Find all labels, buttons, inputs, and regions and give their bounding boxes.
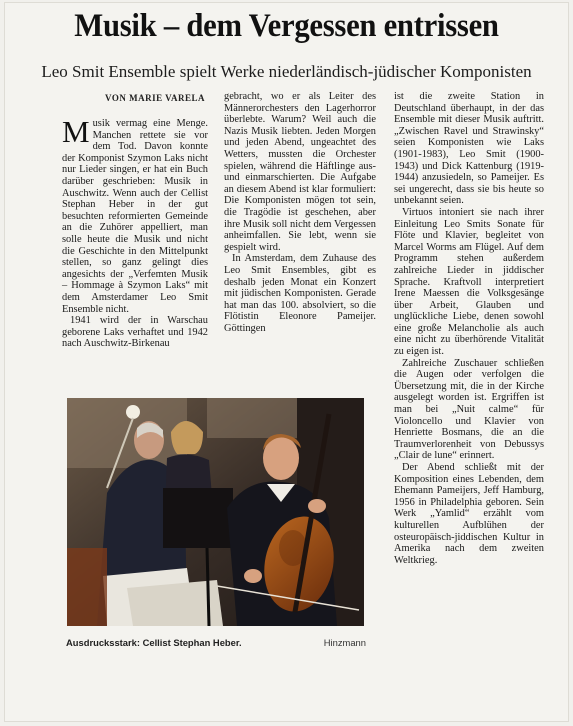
- paragraph: Der Abend schließt mit der Komposition eines Lebenden, dem Ehemann Pameijers, Jeff Hamburg, 1956 in Philadelphia geboren. Sein Werk „Yamlid“ erzählt vom kulturellen Aufblühen der osteuropäisch-jiddischen Kultur in Amerika nach dem zweiten Weltkrieg.: [394, 462, 544, 566]
- article-subheadline: Leo Smit Ensemble spielt Werke niederländisch-jüdischer Komponisten: [41, 62, 532, 81]
- article-column-1: [62, 114, 208, 350]
- paragraph: In Amsterdam, dem Zuhause des Leo Smit Ensembles, gibt es deshalb jeden Monat ein Konzert mit jüdischen Komponisten. Gerade hat man das 100. absolviert, so die Flötistin Eleonore Pameijer. Göttingen: [224, 253, 376, 334]
- paragraph: Musik vermag eine Menge. Manchen rettete sie vor dem Tod. Davon konnte der Komponist Szymon Laks nicht nur Lieder singen, er hat ein Buch darüber geschrieben: Musik in Auschwitz. Wenn auch der Cellist Stephan Heber in der gut besuchten reformierten Gemeinde an die Zuhörer appelliert, man solle heute die Musik und nicht die Geschichte in den Mittelpunkt stellen, so ganz gelingt dies angesichts der „Verfemten Musik – Hommage à Szymon Laks“ mit dem Amsterdamer Leo Smit Ensemble nicht.: [62, 114, 208, 315]
- concert-photo: [67, 398, 364, 626]
- paragraph: Virtuos intoniert sie nach ihrer Einleitung Leo Smits Sonate für Flöte und Klavier, begleitet von Marcel Worms am Flügel. Auf dem Programm stehen außerdem zahlreiche Lieder in jiddischer Sprache. Kraftvoll interpretiert Irene Maessen die Volksgesänge über Arbeit, Glauben und unglückliche Liebe, denen sowohl eine große Melancholie als auch eine nicht zu überhörende Vitalität zu eigen ist.: [394, 206, 544, 358]
- article-column-2: [224, 91, 376, 334]
- paragraph: gebracht, wo er als Leiter des Männerorchesters den Lagerhorror überlebte. Warum? Weil auch die Nazis Musik liebten. Jeden Morgen und jeden Abend, ungeachtet des Wetters, mussten die Orchester spielen, während die Häftlinge aus- und einmarschierten. Die Aufgabe an diesem Abend ist klar formuliert: Die Komponisten mögen tot sein, die Tragödie ist geschehen, aber ihre Musik soll nicht dem Vergessen anheimfallen. Sie lebt, wenn sie gespielt wird.: [224, 91, 376, 253]
- caption-text: Ausdrucksstark: Cellist Stephan Heber.: [66, 637, 242, 648]
- paragraph: Zahlreiche Zuschauer schließen die Augen oder verfolgen die Übersetzung mit, die in der Kirche ausgelegt worden ist. Ergriffen ist man bei „Nuit calme“ für Violoncello und Klavier von Henriette Bosmans, die an die Traumverlorenheit von Debussys „Clair de lune“ erinnert.: [394, 357, 544, 462]
- cellist-photo-illustration: [67, 398, 364, 626]
- photo-credit: Hinzmann: [323, 637, 366, 648]
- photo-caption: [66, 637, 366, 648]
- drop-cap: M: [62, 114, 90, 149]
- article-byline: VON MARIE VARELA: [105, 93, 205, 103]
- article-column-3: [394, 91, 544, 566]
- paragraph: ist die zweite Station in Deutschland überhaupt, in der das Ensemble mit dieser Musik auftritt. „Zwischen Ravel und Strawinsky“ seien Komponisten wie Laks (1901-1983), Leo Smit (1900-1943) und Dick Kattenburg (1919-1944) anzusiedeln, so Pameijer. Es sei ungerecht, dass sie bis heute so unbekannt seien.: [394, 91, 544, 207]
- paragraph: 1941 wird der in Warschau geborene Laks verhaftet und 1942 nach Auschwitz-Birkenau: [62, 315, 208, 350]
- article-headline: Musik – dem Vergessen entrissen: [74, 8, 499, 44]
